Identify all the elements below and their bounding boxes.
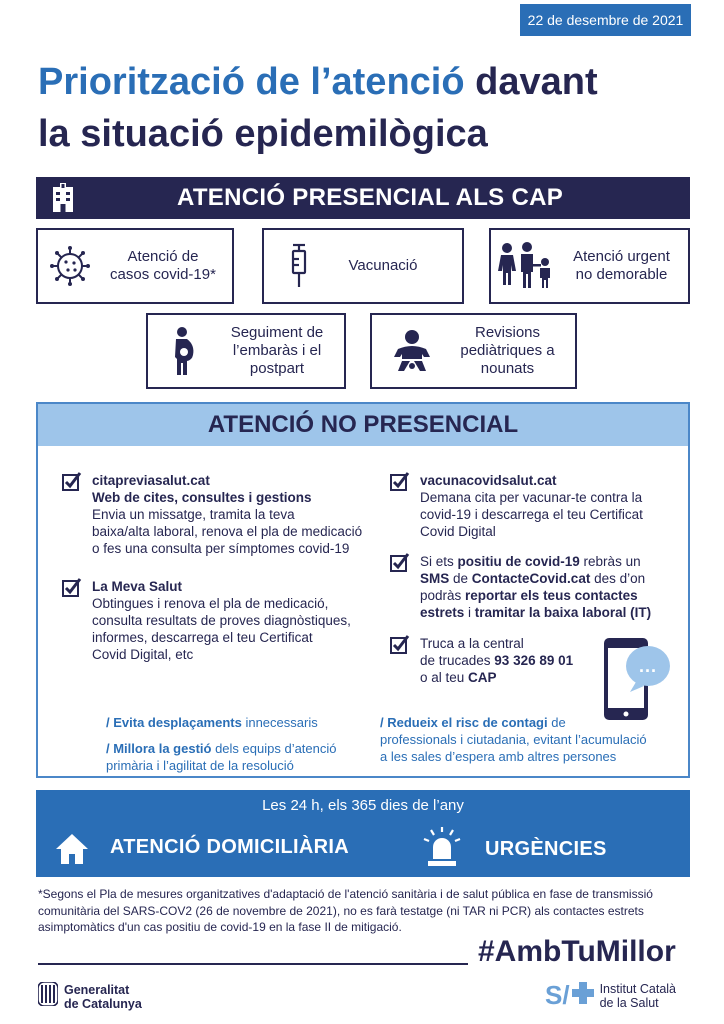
- text-run-bold: positiu de covid-19: [457, 554, 580, 569]
- item-line: Covid Digital: [420, 524, 496, 539]
- no-presencial-header: ATENCIÓ NO PRESENCIAL: [38, 404, 688, 446]
- text-run: i: [464, 605, 475, 620]
- presencial-header: [36, 177, 690, 219]
- hours-bar: Les 24 h, els 365 dies de l’any: [36, 790, 690, 821]
- note-text: primària i l’agilitat de la resolució: [106, 758, 294, 773]
- item-title[interactable]: vacunacovidsalut.cat: [420, 473, 557, 488]
- item-title[interactable]: citapreviasalut.cat: [92, 473, 210, 488]
- footnote-line: comunitària del SARS-COV2 (26 de novembre de 2021), no es farà testatge (ni TAR ni PCR) als contactes estrets: [38, 903, 644, 918]
- item-title[interactable]: La Meva Salut: [92, 579, 183, 594]
- service-label: casos covid-19*: [110, 266, 216, 283]
- gencat-stripes-icon: [38, 982, 58, 1011]
- item-positiu: [390, 553, 685, 621]
- item-citaprevia: [62, 472, 372, 557]
- text-run: o al teu: [420, 670, 469, 685]
- service-label: pediàtriques a: [460, 342, 555, 359]
- text-run: rebràs un: [579, 554, 641, 569]
- ics-text: Institut Català: [599, 981, 677, 996]
- footnote-line: asimptomàtics d'un cas positiu de covid-19 en la fase II de mitigació.: [38, 920, 402, 934]
- note-text: innecessaris: [241, 715, 318, 730]
- item-la-meva-salut: [62, 578, 372, 663]
- presencial-header-label: ATENCIÓ PRESENCIAL ALS CAP: [176, 184, 564, 211]
- text-run-bold: SMS: [420, 571, 450, 586]
- item-vacunacovid: [390, 472, 680, 540]
- text-run-bold: reportar els teus contactes: [465, 588, 638, 603]
- item-line: o fes una consulta per símptomes covid-19: [92, 541, 350, 556]
- note-desplacaments: [106, 714, 366, 731]
- home-care-label: ATENCIÓ DOMICILIÀRIA: [110, 836, 349, 858]
- date-badge: 22 de desembre de 2021: [520, 4, 691, 36]
- hashtag: #AmbTuMillor: [478, 935, 676, 968]
- virus-icon: [38, 246, 102, 286]
- gencat-text: Generalitat: [64, 982, 130, 997]
- note-text: a les sales d’espera amb altres persones: [380, 749, 617, 764]
- note-bold: / Evita desplaçaments: [106, 715, 242, 730]
- service-label: postpart: [249, 360, 305, 377]
- text-run-bold: estrets: [420, 605, 465, 620]
- footnote: [38, 886, 698, 936]
- text-run: de trucades: [420, 653, 495, 668]
- chat-bubble-dots: ...: [638, 656, 657, 676]
- note-text: de: [547, 715, 566, 730]
- service-covid-cases: [36, 228, 234, 304]
- note-gestio: [106, 740, 366, 774]
- baby-icon: [372, 329, 452, 373]
- service-urgent: [489, 228, 690, 304]
- service-pediatric: [370, 313, 577, 389]
- emergencies-label: URGÈNCIES: [485, 838, 607, 860]
- note-text: professionals i ciutadania, evitant l’acumulació: [380, 732, 647, 747]
- ics-text: de la Salut: [599, 995, 659, 1010]
- note-contagi: [380, 714, 680, 765]
- title-part-dark: davant: [475, 61, 598, 103]
- item-line: baixa/alta laboral, renova el pla de medicació: [92, 524, 363, 539]
- home-icon: [54, 832, 90, 871]
- service-label: Atenció de: [127, 248, 199, 265]
- checkbox-icon: [390, 472, 420, 540]
- service-label: nounats: [480, 360, 535, 377]
- item-line: Obtingues i renova el pla de medicació,: [92, 596, 329, 611]
- siren-icon: [422, 825, 462, 876]
- service-label: no demorable: [575, 266, 668, 283]
- text-run-bold: tramitar la baixa laboral (IT): [474, 605, 652, 620]
- medical-cross-icon: [572, 982, 594, 1009]
- building-icon: [36, 177, 90, 219]
- note-bold: / Millora la gestió: [106, 741, 212, 756]
- checkbox-icon: [390, 635, 420, 686]
- gencat-text: de Catalunya: [64, 996, 142, 1011]
- item-line: Truca a la central: [420, 636, 524, 651]
- note-text: dels equips d’atenció: [211, 741, 337, 756]
- divider-rule: [38, 963, 468, 965]
- ics-logo: [545, 980, 676, 1011]
- note-bold: / Redueix el risc de contagi: [380, 715, 548, 730]
- text-run: Si ets: [420, 554, 458, 569]
- service-label: Vacunació: [348, 257, 418, 274]
- item-subtitle: Web de cites, consultes i gestions: [92, 490, 312, 505]
- item-truca: [390, 635, 590, 686]
- gencat-logo: [38, 982, 142, 1011]
- pregnant-icon: [148, 326, 218, 376]
- text-run-bold: CAP: [468, 670, 497, 685]
- family-icon: [491, 242, 561, 290]
- phone-number[interactable]: 93 326 89 01: [494, 653, 574, 668]
- syringe-icon: [264, 243, 334, 289]
- text-run: podràs: [420, 588, 466, 603]
- item-line: consulta resultats de proves diagnòstiques,: [92, 613, 351, 628]
- title-line2: la situació epidemilògica: [38, 113, 488, 155]
- service-label: Seguiment de: [230, 324, 324, 341]
- service-label: Atenció urgent: [573, 248, 670, 265]
- service-label: l’embaràs i el: [232, 342, 322, 359]
- checkbox-icon: [390, 553, 420, 621]
- phone-chat-icon: [600, 636, 672, 724]
- item-line: Envia un missatge, tramita la teva: [92, 507, 295, 522]
- ics-mark: S/: [545, 980, 570, 1010]
- item-line: informes, descarrega el teu Certificat: [92, 630, 313, 645]
- checkbox-icon: [62, 578, 92, 663]
- service-vaccination: [262, 228, 464, 304]
- service-label: Revisions: [474, 324, 541, 341]
- page-title: [38, 56, 698, 160]
- text-run: des d’on: [590, 571, 646, 586]
- bottom-bar: [36, 821, 690, 877]
- footnote-line: *Segons el Pla de mesures organitzatives d'adaptació de l'atenció sanitària i de salut pública en fase de transmissió: [38, 887, 653, 901]
- service-pregnancy: [146, 313, 346, 389]
- item-line: covid-19 i descarrega el teu Certificat: [420, 507, 643, 522]
- text-run-bold[interactable]: ContacteCovid.cat: [471, 571, 591, 586]
- title-part-blue: Priorització de l’atenció: [38, 61, 465, 103]
- text-run: de: [449, 571, 472, 586]
- item-line: Demana cita per vacunar-te contra la: [420, 490, 643, 505]
- item-line: Covid Digital, etc: [92, 647, 194, 662]
- checkbox-icon: [62, 472, 92, 557]
